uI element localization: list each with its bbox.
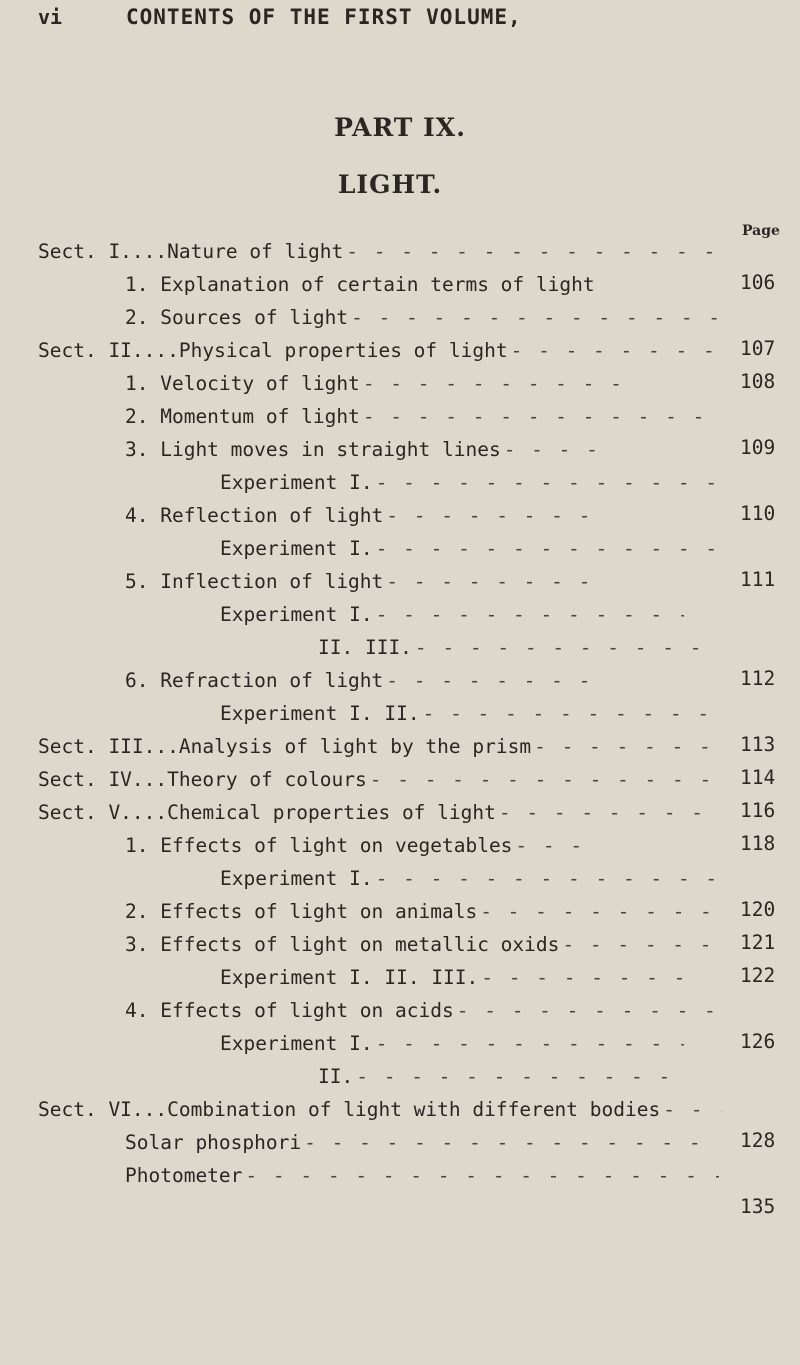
contents-entry xyxy=(125,405,725,435)
contents-entry xyxy=(318,636,725,666)
entry-label: Experiment I. xyxy=(220,867,373,890)
entry-label: 5. Inflection of light xyxy=(125,570,384,593)
entry-page-number: 108 xyxy=(740,370,776,393)
leader-dots xyxy=(480,900,719,923)
leader-dots xyxy=(363,405,719,428)
leader-dots xyxy=(351,306,719,329)
leader-dots xyxy=(376,471,719,494)
page-column-label: Page xyxy=(742,223,780,239)
leader-dots xyxy=(386,570,599,593)
contents-entry xyxy=(125,900,725,930)
entry-page-number: 114 xyxy=(740,766,776,789)
contents-entry xyxy=(220,966,690,996)
leader-dots xyxy=(534,735,722,758)
entry-label: Sect. II....Physical properties of light xyxy=(38,339,508,362)
page-header xyxy=(0,5,800,35)
leader-dots xyxy=(663,1098,722,1121)
entry-label: Sect. III...Analysis of light by the prism xyxy=(38,735,532,758)
entry-label: 6. Refraction of light xyxy=(125,669,384,692)
entry-label: 1. Effects of light on vegetables xyxy=(125,834,513,857)
leader-dots xyxy=(386,504,599,527)
contents-entry xyxy=(125,669,605,699)
entry-page-number: 120 xyxy=(740,898,776,921)
leader-dots xyxy=(423,702,719,725)
contents-entry xyxy=(38,240,728,270)
contents-entry xyxy=(125,999,725,1029)
leader-dots xyxy=(346,240,722,263)
leader-dots xyxy=(415,636,719,659)
entry-label: Experiment I. xyxy=(220,1032,373,1055)
leader-dots xyxy=(363,372,624,395)
contents-entry xyxy=(125,834,605,864)
entry-page-number: 113 xyxy=(740,733,776,756)
entry-page-number: 126 xyxy=(740,1030,776,1053)
contents-entry xyxy=(125,273,605,303)
entry-page-number: 106 xyxy=(740,271,776,294)
entry-page-number: 107 xyxy=(740,337,776,360)
entry-page-number: 118 xyxy=(740,832,776,855)
entry-label: Sect. IV...Theory of colours xyxy=(38,768,367,791)
leader-dots xyxy=(376,867,719,890)
leader-dots xyxy=(245,1164,719,1187)
entry-page-number: 128 xyxy=(740,1129,776,1152)
entry-label: Sect. VI...Combination of light with different bodies xyxy=(38,1098,661,1121)
leader-dots xyxy=(370,768,722,791)
leader-dots xyxy=(515,834,599,857)
contents-entry xyxy=(125,306,725,336)
contents-entry xyxy=(38,801,728,831)
folio-number: vi xyxy=(38,5,63,29)
entry-page-number: 116 xyxy=(740,799,776,822)
contents-entry xyxy=(38,1098,728,1128)
contents-entry xyxy=(38,735,728,765)
entry-label: 2. Momentum of light xyxy=(125,405,360,428)
entry-label: 2. Sources of light xyxy=(125,306,349,329)
leader-dots xyxy=(481,966,684,989)
contents-entry xyxy=(125,1164,725,1194)
leader-dots xyxy=(598,273,599,296)
contents-entry xyxy=(220,1032,690,1062)
entry-page-number: 112 xyxy=(740,667,776,690)
leader-dots xyxy=(356,1065,684,1088)
leader-dots xyxy=(562,933,719,956)
leader-dots xyxy=(376,1032,684,1055)
contents-entry xyxy=(220,603,690,633)
contents-entry xyxy=(220,867,725,897)
entry-label: 3. Light moves in straight lines xyxy=(125,438,501,461)
contents-entry xyxy=(220,702,725,732)
part-title: PART IX. xyxy=(334,113,466,142)
entry-label: Sect. I....Nature of light xyxy=(38,240,344,263)
entry-page-number: 110 xyxy=(740,502,776,525)
entry-page-number: 109 xyxy=(740,436,776,459)
leader-dots xyxy=(304,1131,719,1154)
entry-label: Solar phosphori xyxy=(125,1131,302,1154)
entry-label: Experiment I. II. III. xyxy=(220,966,479,989)
entry-label: 4. Effects of light on acids xyxy=(125,999,454,1022)
part-subtitle: LIGHT. xyxy=(337,170,443,199)
leader-dots xyxy=(511,339,722,362)
contents-entry xyxy=(125,1131,725,1161)
contents-entry xyxy=(125,438,605,468)
contents-entry xyxy=(125,504,605,534)
entry-page-number: 121 xyxy=(740,931,776,954)
contents-entry xyxy=(220,537,725,567)
leader-dots xyxy=(499,801,722,824)
running-head: CONTENTS OF THE FIRST VOLUME, xyxy=(126,5,522,29)
leader-dots xyxy=(376,603,684,626)
contents-entry xyxy=(125,933,725,963)
contents-entry xyxy=(125,570,605,600)
entry-label: Experiment I. II. xyxy=(220,702,420,725)
entry-label: Experiment I. xyxy=(220,603,373,626)
entry-label: Photometer xyxy=(125,1164,243,1187)
entry-label: 3. Effects of light on metallic oxids xyxy=(125,933,560,956)
contents-entry xyxy=(220,471,725,501)
contents-entry xyxy=(318,1065,690,1095)
entry-label: Sect. V....Chemical properties of light xyxy=(38,801,496,824)
contents-entry xyxy=(125,372,630,402)
leader-dots xyxy=(376,537,719,560)
entry-label: 2. Effects of light on animals xyxy=(125,900,478,923)
entry-label: 4. Reflection of light xyxy=(125,504,384,527)
leader-dots xyxy=(504,438,599,461)
leader-dots xyxy=(386,669,599,692)
entry-label: 1. Velocity of light xyxy=(125,372,360,395)
entry-label: Experiment I. xyxy=(220,471,373,494)
contents-entry xyxy=(38,768,728,798)
entry-label: Experiment I. xyxy=(220,537,373,560)
contents-entry xyxy=(38,339,728,369)
entry-label: II. xyxy=(318,1065,354,1088)
entry-page-number: 122 xyxy=(740,964,776,987)
leader-dots xyxy=(457,999,719,1022)
entry-page-number: 111 xyxy=(740,568,776,591)
entry-label: 1. Explanation of certain terms of light xyxy=(125,273,595,296)
entry-page-number: 135 xyxy=(740,1195,776,1218)
entry-label: II. III. xyxy=(318,636,412,659)
